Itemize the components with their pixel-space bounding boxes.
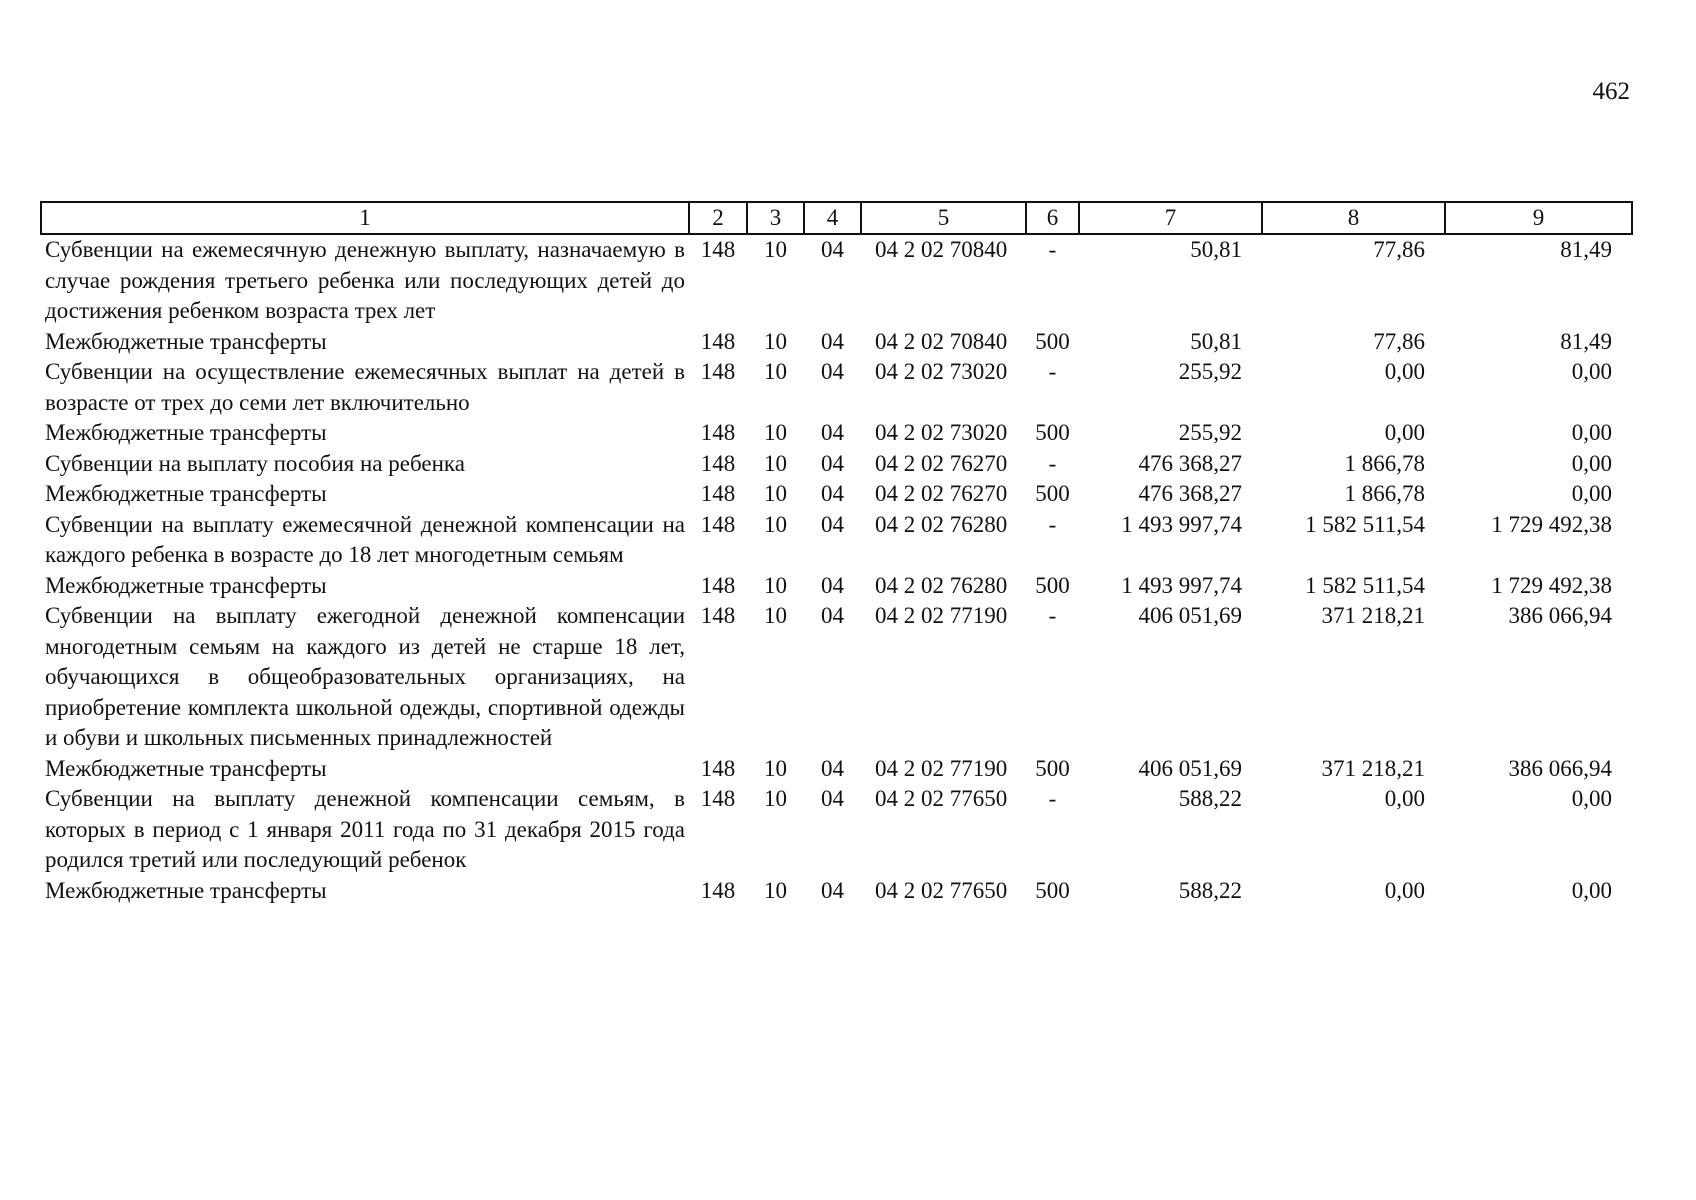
row-name: Межбюджетные трансферты xyxy=(45,481,327,506)
row-name: Межбюджетные трансферты xyxy=(45,328,327,354)
table-row xyxy=(41,571,1632,602)
row-target-article-code: 04 2 02 73020 xyxy=(875,420,1008,445)
page-number: 462 xyxy=(1592,78,1630,105)
table-header xyxy=(41,202,1632,234)
row-target-article-code: 04 2 02 77190 xyxy=(875,603,1008,628)
row-name: Субвенции на осуществление ежемесячных выплат на детей в возрасте от трех до семи лет включительно xyxy=(45,359,685,415)
row-amount-col8: 1 582 511,54 xyxy=(1305,511,1425,537)
row-amount-col8: 77,86 xyxy=(1373,237,1425,262)
row-name: Субвенции на выплату денежной компенсации семьям, в которых в период с 1 января 2011 года по 31 декабря 2015 года родился третий или последующий ребенок xyxy=(45,786,685,872)
row-target-article-code: 04 2 02 76270 xyxy=(875,450,1008,476)
row-amount-col9: 386 066,94 xyxy=(1508,755,1612,781)
row-subsection-code: 04 xyxy=(821,755,844,781)
header-col-6: 6 xyxy=(1026,202,1079,234)
row-subsection-code: 04 xyxy=(821,877,844,903)
row-expense-type-code: - xyxy=(1048,511,1057,537)
row-name: Субвенции на ежемесячную денежную выплату, назначаемую в случае рождения третьего ребенка или последующих детей до достижения ребенком возраста трех лет xyxy=(45,237,685,323)
row-name: Субвенции на выплату ежемесячной денежной компенсации на каждого ребенка в возрасте до 18 лет многодетным семьям xyxy=(45,511,685,567)
row-ved-code: 148 xyxy=(700,603,736,628)
row-amount-col8: 1 866,78 xyxy=(1344,481,1425,506)
row-ved-code: 148 xyxy=(700,786,736,811)
budget-table xyxy=(40,201,1633,906)
row-section-code: 10 xyxy=(764,328,787,354)
row-subsection-code: 04 xyxy=(821,511,844,537)
row-target-article-code: 04 2 02 76280 xyxy=(875,572,1008,598)
header-col-3: 3 xyxy=(747,202,804,234)
row-ved-code: 148 xyxy=(700,755,736,781)
row-amount-col7: 1 493 997,74 xyxy=(1121,572,1242,598)
row-target-article-code: 04 2 02 77190 xyxy=(875,755,1008,781)
row-name: Межбюджетные трансферты xyxy=(45,572,327,598)
row-amount-col7: 1 493 997,74 xyxy=(1121,511,1242,537)
row-subsection-code: 04 xyxy=(821,359,844,384)
row-subsection-code: 04 xyxy=(821,450,844,476)
row-amount-col7: 406 051,69 xyxy=(1138,603,1242,628)
table-row xyxy=(41,784,1632,876)
header-row xyxy=(41,202,1632,234)
row-amount-col7: 50,81 xyxy=(1190,237,1242,262)
row-expense-type-code: - xyxy=(1048,786,1057,811)
row-target-article-code: 04 2 02 77650 xyxy=(875,786,1008,811)
header-col-7: 7 xyxy=(1079,202,1262,234)
row-name: Межбюджетные трансферты xyxy=(45,420,327,445)
row-target-article-code: 04 2 02 70840 xyxy=(875,328,1008,354)
row-expense-type-code: - xyxy=(1048,359,1057,384)
row-amount-col7: 476 368,27 xyxy=(1138,481,1242,506)
row-target-article-code: 04 2 02 73020 xyxy=(875,359,1008,384)
row-subsection-code: 04 xyxy=(821,420,844,445)
row-ved-code: 148 xyxy=(700,450,736,476)
row-amount-col9: 0,00 xyxy=(1571,481,1612,506)
row-name: Межбюджетные трансферты xyxy=(45,755,327,781)
row-amount-col9: 0,00 xyxy=(1571,359,1612,384)
row-amount-col8: 1 866,78 xyxy=(1344,450,1425,476)
row-section-code: 10 xyxy=(764,572,787,598)
row-ved-code: 148 xyxy=(700,481,736,506)
row-section-code: 10 xyxy=(764,877,787,903)
row-subsection-code: 04 xyxy=(821,237,844,262)
row-amount-col7: 406 051,69 xyxy=(1138,755,1242,781)
header-col-9: 9 xyxy=(1445,202,1632,234)
header-col-1: 1 xyxy=(41,202,689,234)
row-amount-col9: 0,00 xyxy=(1571,450,1612,476)
row-amount-col9: 1 729 492,38 xyxy=(1491,572,1612,598)
row-ved-code: 148 xyxy=(700,420,736,445)
row-amount-col7: 50,81 xyxy=(1190,328,1242,354)
row-expense-type-code: 500 xyxy=(1035,755,1070,781)
row-expense-type-code: 500 xyxy=(1035,572,1070,598)
row-expense-type-code: 500 xyxy=(1035,877,1070,903)
table-row xyxy=(41,601,1632,754)
table-row xyxy=(41,418,1632,449)
header-col-5: 5 xyxy=(861,202,1026,234)
row-target-article-code: 04 2 02 77650 xyxy=(875,877,1008,903)
row-subsection-code: 04 xyxy=(821,481,844,506)
row-section-code: 10 xyxy=(764,755,787,781)
row-amount-col9: 386 066,94 xyxy=(1508,603,1612,628)
header-col-4: 4 xyxy=(804,202,861,234)
row-amount-col9: 0,00 xyxy=(1571,420,1612,445)
table-row xyxy=(41,449,1632,480)
row-amount-col9: 0,00 xyxy=(1571,786,1612,811)
row-amount-col8: 0,00 xyxy=(1384,420,1425,445)
row-amount-col9: 81,49 xyxy=(1560,237,1612,262)
row-ved-code: 148 xyxy=(700,511,736,537)
table-row xyxy=(41,510,1632,571)
row-amount-col7: 588,22 xyxy=(1178,786,1242,811)
row-amount-col8: 371 218,21 xyxy=(1321,755,1425,781)
row-ved-code: 148 xyxy=(700,359,736,384)
row-expense-type-code: - xyxy=(1048,450,1057,476)
row-target-article-code: 04 2 02 70840 xyxy=(875,237,1008,262)
row-amount-col8: 371 218,21 xyxy=(1321,603,1425,628)
row-amount-col7: 588,22 xyxy=(1178,877,1242,903)
row-subsection-code: 04 xyxy=(821,572,844,598)
row-target-article-code: 04 2 02 76270 xyxy=(875,481,1008,506)
table-row xyxy=(41,327,1632,358)
header-col-8: 8 xyxy=(1262,202,1445,234)
table-row xyxy=(41,876,1632,907)
row-amount-col9: 0,00 xyxy=(1571,877,1612,903)
row-name: Межбюджетные трансферты xyxy=(45,877,327,903)
row-section-code: 10 xyxy=(764,359,787,384)
row-amount-col9: 1 729 492,38 xyxy=(1491,511,1612,537)
row-section-code: 10 xyxy=(764,481,787,506)
row-amount-col8: 0,00 xyxy=(1384,359,1425,384)
row-ved-code: 148 xyxy=(700,572,736,598)
row-amount-col8: 0,00 xyxy=(1384,786,1425,811)
row-section-code: 10 xyxy=(764,450,787,476)
table-row xyxy=(41,357,1632,418)
row-name: Субвенции на выплату пособия на ребенка xyxy=(45,450,465,476)
row-amount-col7: 255,92 xyxy=(1178,420,1242,445)
row-amount-col9: 81,49 xyxy=(1560,328,1612,354)
row-section-code: 10 xyxy=(764,511,787,537)
row-amount-col8: 1 582 511,54 xyxy=(1305,572,1425,598)
row-section-code: 10 xyxy=(764,237,787,262)
row-amount-col8: 77,86 xyxy=(1373,328,1425,354)
table-row xyxy=(41,479,1632,510)
row-amount-col8: 0,00 xyxy=(1384,877,1425,903)
row-section-code: 10 xyxy=(764,786,787,811)
row-target-article-code: 04 2 02 76280 xyxy=(875,511,1008,537)
table-body xyxy=(41,234,1632,906)
row-subsection-code: 04 xyxy=(821,603,844,628)
row-amount-col7: 476 368,27 xyxy=(1138,450,1242,476)
table-row xyxy=(41,754,1632,785)
row-section-code: 10 xyxy=(764,420,787,445)
row-expense-type-code: 500 xyxy=(1035,481,1070,506)
row-expense-type-code: - xyxy=(1048,237,1057,262)
row-amount-col7: 255,92 xyxy=(1178,359,1242,384)
header-col-2: 2 xyxy=(689,202,747,234)
row-subsection-code: 04 xyxy=(821,328,844,354)
row-ved-code: 148 xyxy=(700,328,736,354)
row-section-code: 10 xyxy=(764,603,787,628)
row-expense-type-code: 500 xyxy=(1035,328,1070,354)
row-expense-type-code: - xyxy=(1048,603,1057,628)
row-subsection-code: 04 xyxy=(821,786,844,811)
row-expense-type-code: 500 xyxy=(1035,420,1070,445)
row-ved-code: 148 xyxy=(700,237,736,262)
row-ved-code: 148 xyxy=(700,877,736,903)
row-name: Субвенции на выплату ежегодной денежной компенсации многодетным семьям на каждого из детей не старше 18 лет, обучающихся в общеобразовательных организациях, на приобретение комплекта школьной одежды, спортивной одежды и обуви и школьных письменных принадлежностей xyxy=(45,603,685,750)
table-row xyxy=(41,234,1632,327)
